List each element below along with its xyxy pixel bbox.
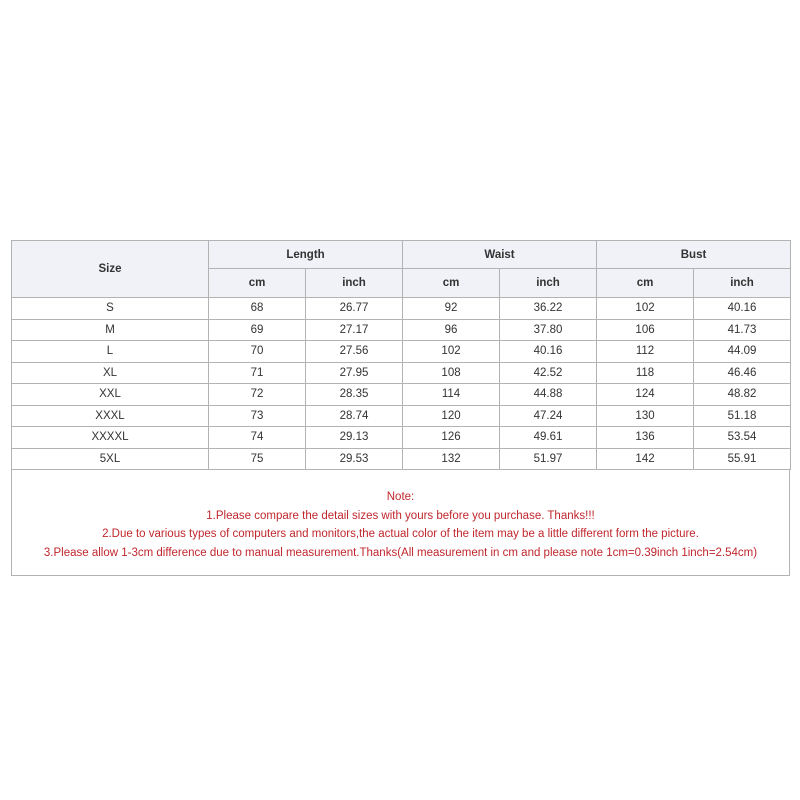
note-line-3: 3.Please allow 1-3cm difference due to manual measurement.Thanks(All measurement in cm and please note 1cm=0.39inch 1inch=2.54cm) — [43, 546, 758, 559]
bust-header: Bust — [597, 241, 791, 269]
table-cell: 51.97 — [500, 448, 597, 470]
table-cell: 27.95 — [306, 362, 403, 384]
size-cell: L — [12, 341, 209, 363]
table-cell: 72 — [209, 384, 306, 406]
table-cell: 106 — [597, 319, 694, 341]
table-cell: 120 — [403, 405, 500, 427]
size-cell: XXXXL — [12, 427, 209, 449]
table-cell: 96 — [403, 319, 500, 341]
table-cell: 71 — [209, 362, 306, 384]
size-table — [11, 240, 791, 470]
table-cell: 114 — [403, 384, 500, 406]
table-cell: 102 — [403, 341, 500, 363]
table-cell: 40.16 — [500, 341, 597, 363]
table-cell: 40.16 — [694, 298, 791, 320]
waist-header: Waist — [403, 241, 597, 269]
table-cell: 53.54 — [694, 427, 791, 449]
table-cell: 26.77 — [306, 298, 403, 320]
size-cell: XXXL — [12, 405, 209, 427]
size-cell: XXL — [12, 384, 209, 406]
table-cell: 41.73 — [694, 319, 791, 341]
table-cell: 51.18 — [694, 405, 791, 427]
table-cell: 27.56 — [306, 341, 403, 363]
table-row — [12, 384, 791, 406]
table-row — [12, 362, 791, 384]
notes-title: Note: — [386, 491, 415, 503]
table-cell: 55.91 — [694, 448, 791, 470]
table-cell: 73 — [209, 405, 306, 427]
notes-box — [11, 470, 790, 576]
table-cell: 44.88 — [500, 384, 597, 406]
size-table-body — [12, 298, 791, 470]
table-cell: 142 — [597, 448, 694, 470]
table-cell: 69 — [209, 319, 306, 341]
table-cell: 49.61 — [500, 427, 597, 449]
table-cell: 108 — [403, 362, 500, 384]
note-line-2: 2.Due to various types of computers and monitors,the actual color of the item may be a little different form the picture. — [102, 528, 699, 540]
table-cell: 74 — [209, 427, 306, 449]
size-cell: 5XL — [12, 448, 209, 470]
table-cell: 136 — [597, 427, 694, 449]
size-header: Size — [12, 241, 209, 298]
table-row — [12, 448, 791, 470]
table-cell: 27.17 — [306, 319, 403, 341]
table-cell: 28.74 — [306, 405, 403, 427]
table-cell: 112 — [597, 341, 694, 363]
table-cell: 92 — [403, 298, 500, 320]
table-cell: 130 — [597, 405, 694, 427]
table-cell: 46.46 — [694, 362, 791, 384]
size-cell: M — [12, 319, 209, 341]
length-cm-header: cm — [209, 269, 306, 298]
size-chart — [11, 240, 790, 576]
table-cell: 28.35 — [306, 384, 403, 406]
table-cell: 29.13 — [306, 427, 403, 449]
length-inch-header: inch — [306, 269, 403, 298]
size-cell: XL — [12, 362, 209, 384]
bust-cm-header: cm — [597, 269, 694, 298]
table-row — [12, 405, 791, 427]
table-cell: 75 — [209, 448, 306, 470]
size-cell: S — [12, 298, 209, 320]
bust-inch-header: inch — [694, 269, 791, 298]
waist-inch-header: inch — [500, 269, 597, 298]
table-row — [12, 427, 791, 449]
table-cell: 42.52 — [500, 362, 597, 384]
table-cell: 126 — [403, 427, 500, 449]
note-line-1: 1.Please compare the detail sizes with yours before you purchase. Thanks!!! — [206, 509, 595, 522]
table-cell: 29.53 — [306, 448, 403, 470]
table-cell: 47.24 — [500, 405, 597, 427]
table-cell: 44.09 — [694, 341, 791, 363]
table-row — [12, 298, 791, 320]
table-cell: 118 — [597, 362, 694, 384]
table-row — [12, 341, 791, 363]
table-cell: 36.22 — [500, 298, 597, 320]
waist-cm-header: cm — [403, 269, 500, 298]
table-cell: 132 — [403, 448, 500, 470]
table-cell: 70 — [209, 341, 306, 363]
table-cell: 124 — [597, 384, 694, 406]
table-cell: 68 — [209, 298, 306, 320]
length-header: Length — [209, 241, 403, 269]
table-cell: 37.80 — [500, 319, 597, 341]
table-cell: 102 — [597, 298, 694, 320]
table-row — [12, 319, 791, 341]
table-cell: 48.82 — [694, 384, 791, 406]
